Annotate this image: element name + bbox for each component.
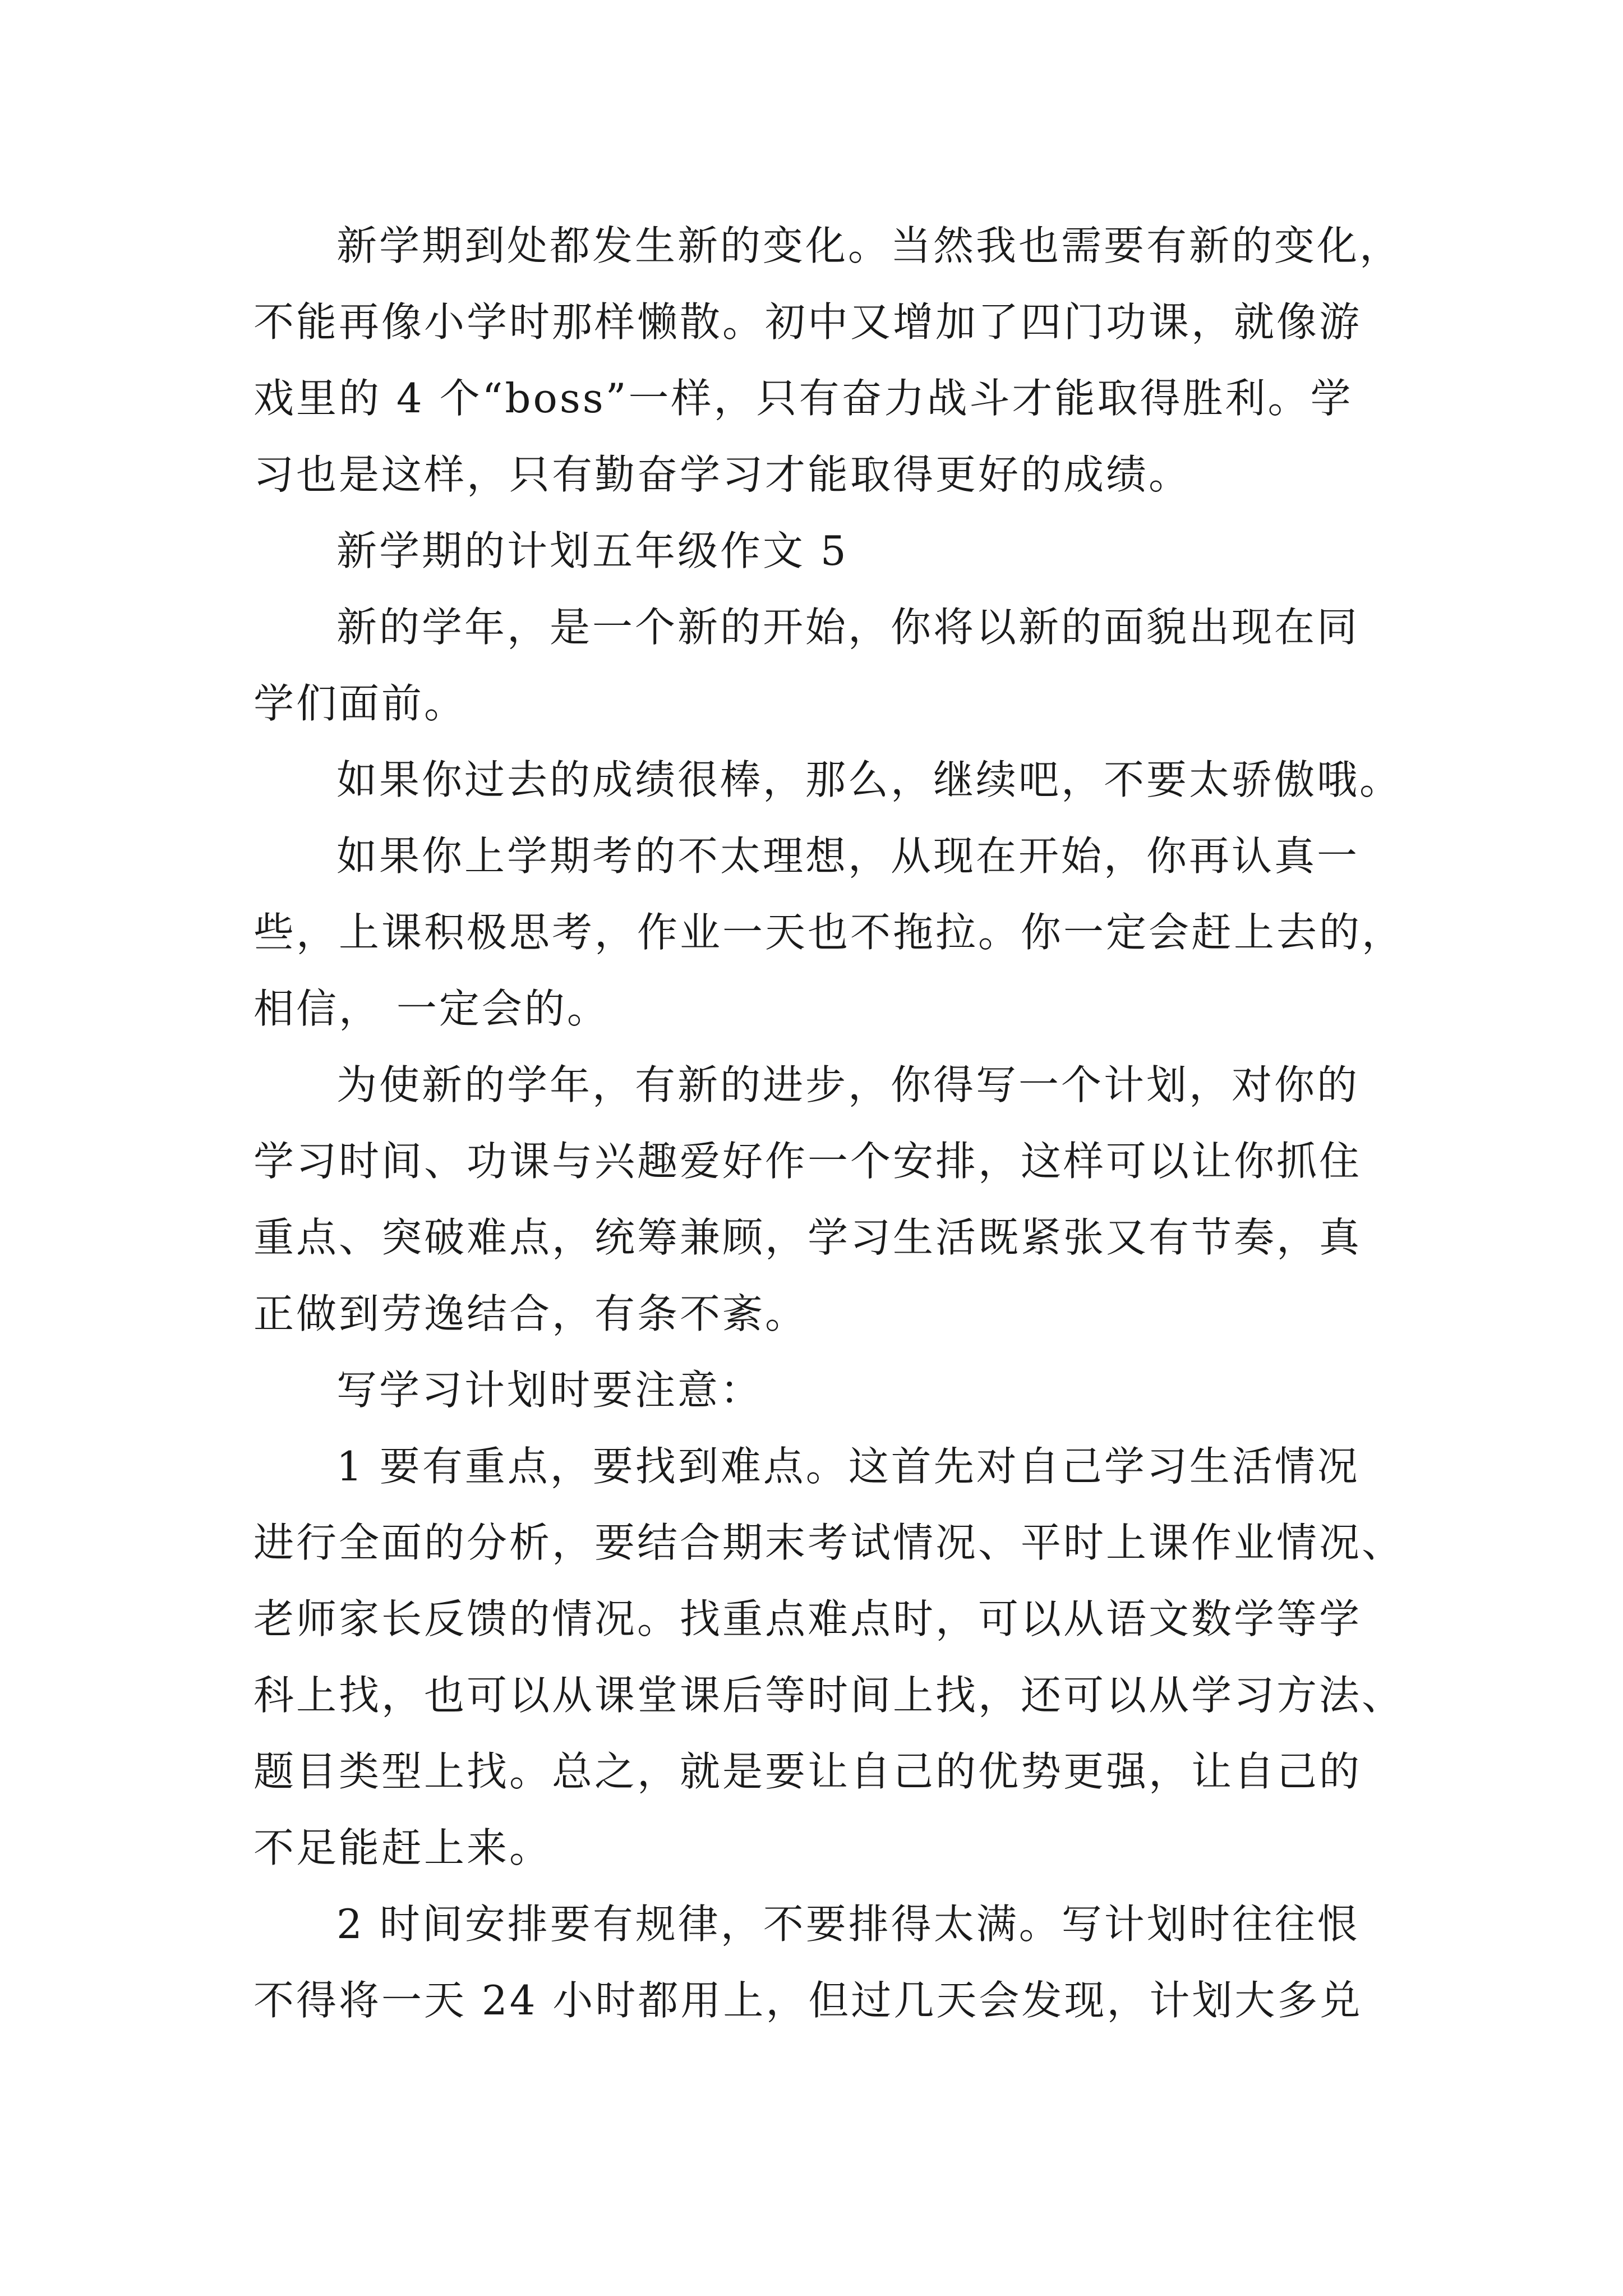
paragraph-line: 新的学年，是一个新的开始，你将以新的面貌出现在同 — [336, 604, 1360, 651]
paragraph-line: 不得将一天 24 小时都用上，但过几天会发现，计划大多兑 — [253, 1977, 1363, 2024]
paragraph-line: 为使新的学年，有新的进步，你得写一个计划，对你的 — [336, 1061, 1360, 1108]
paragraph-line: 科上找，也可以从课堂课后等时间上找，还可以从学习方法、 — [253, 1672, 1405, 1719]
paragraph-line: 学们面前。 — [253, 680, 467, 727]
paragraph-line: 不足能赶上来。 — [253, 1824, 552, 1871]
paragraph-line: 如果你上学期考的不太理想，从现在开始，你再认真一 — [336, 832, 1360, 880]
paragraph-line: 1 要有重点，要找到难点。这首先对自己学习生活情况 — [336, 1443, 1360, 1490]
section-heading: 新学期的计划五年级作文 5 — [336, 527, 849, 574]
paragraph-line: 2 时间安排要有规律，不要排得太满。写计划时往往恨 — [336, 1901, 1360, 1948]
paragraph-line: 戏里的 4 个“boss”一样，只有奋力战斗才能取得胜利。学 — [253, 375, 1353, 422]
paragraph-line: 相信， 一定会的。 — [253, 985, 610, 1032]
paragraph-line: 重点、突破难点，统筹兼顾，学习生活既紧张又有节奏，真 — [253, 1214, 1362, 1261]
paragraph-line: 些，上课积极思考，作业一天也不拖拉。你一定会赶上去的， — [253, 909, 1405, 956]
paragraph-line: 新学期到处都发生新的变化。当然我也需要有新的变化， — [336, 222, 1403, 269]
paragraph-line: 如果你过去的成绩很棒，那么，继续吧，不要太骄傲哦。 — [336, 756, 1403, 803]
document-body — [253, 208, 1405, 2039]
paragraph-line: 进行全面的分析，要结合期末考试情况、平时上课作业情况、 — [253, 1519, 1405, 1566]
paragraph-line: 习也是这样，只有勤奋学习才能取得更好的成绩。 — [253, 451, 1192, 498]
paragraph-line: 正做到劳逸结合，有条不紊。 — [253, 1290, 808, 1337]
paragraph-line: 题目类型上找。总之，就是要让自己的优势更强，让自己的 — [253, 1748, 1362, 1795]
paragraph-line: 学习时间、功课与兴趣爱好作一个安排，这样可以让你抓住 — [253, 1138, 1362, 1185]
paragraph-line: 不能再像小学时那样懒散。初中又增加了四门功课，就像游 — [253, 298, 1362, 346]
paragraph-line: 老师家长反馈的情况。找重点难点时，可以从语文数学等学 — [253, 1595, 1362, 1642]
paragraph-line: 写学习计划时要注意： — [336, 1366, 763, 1414]
